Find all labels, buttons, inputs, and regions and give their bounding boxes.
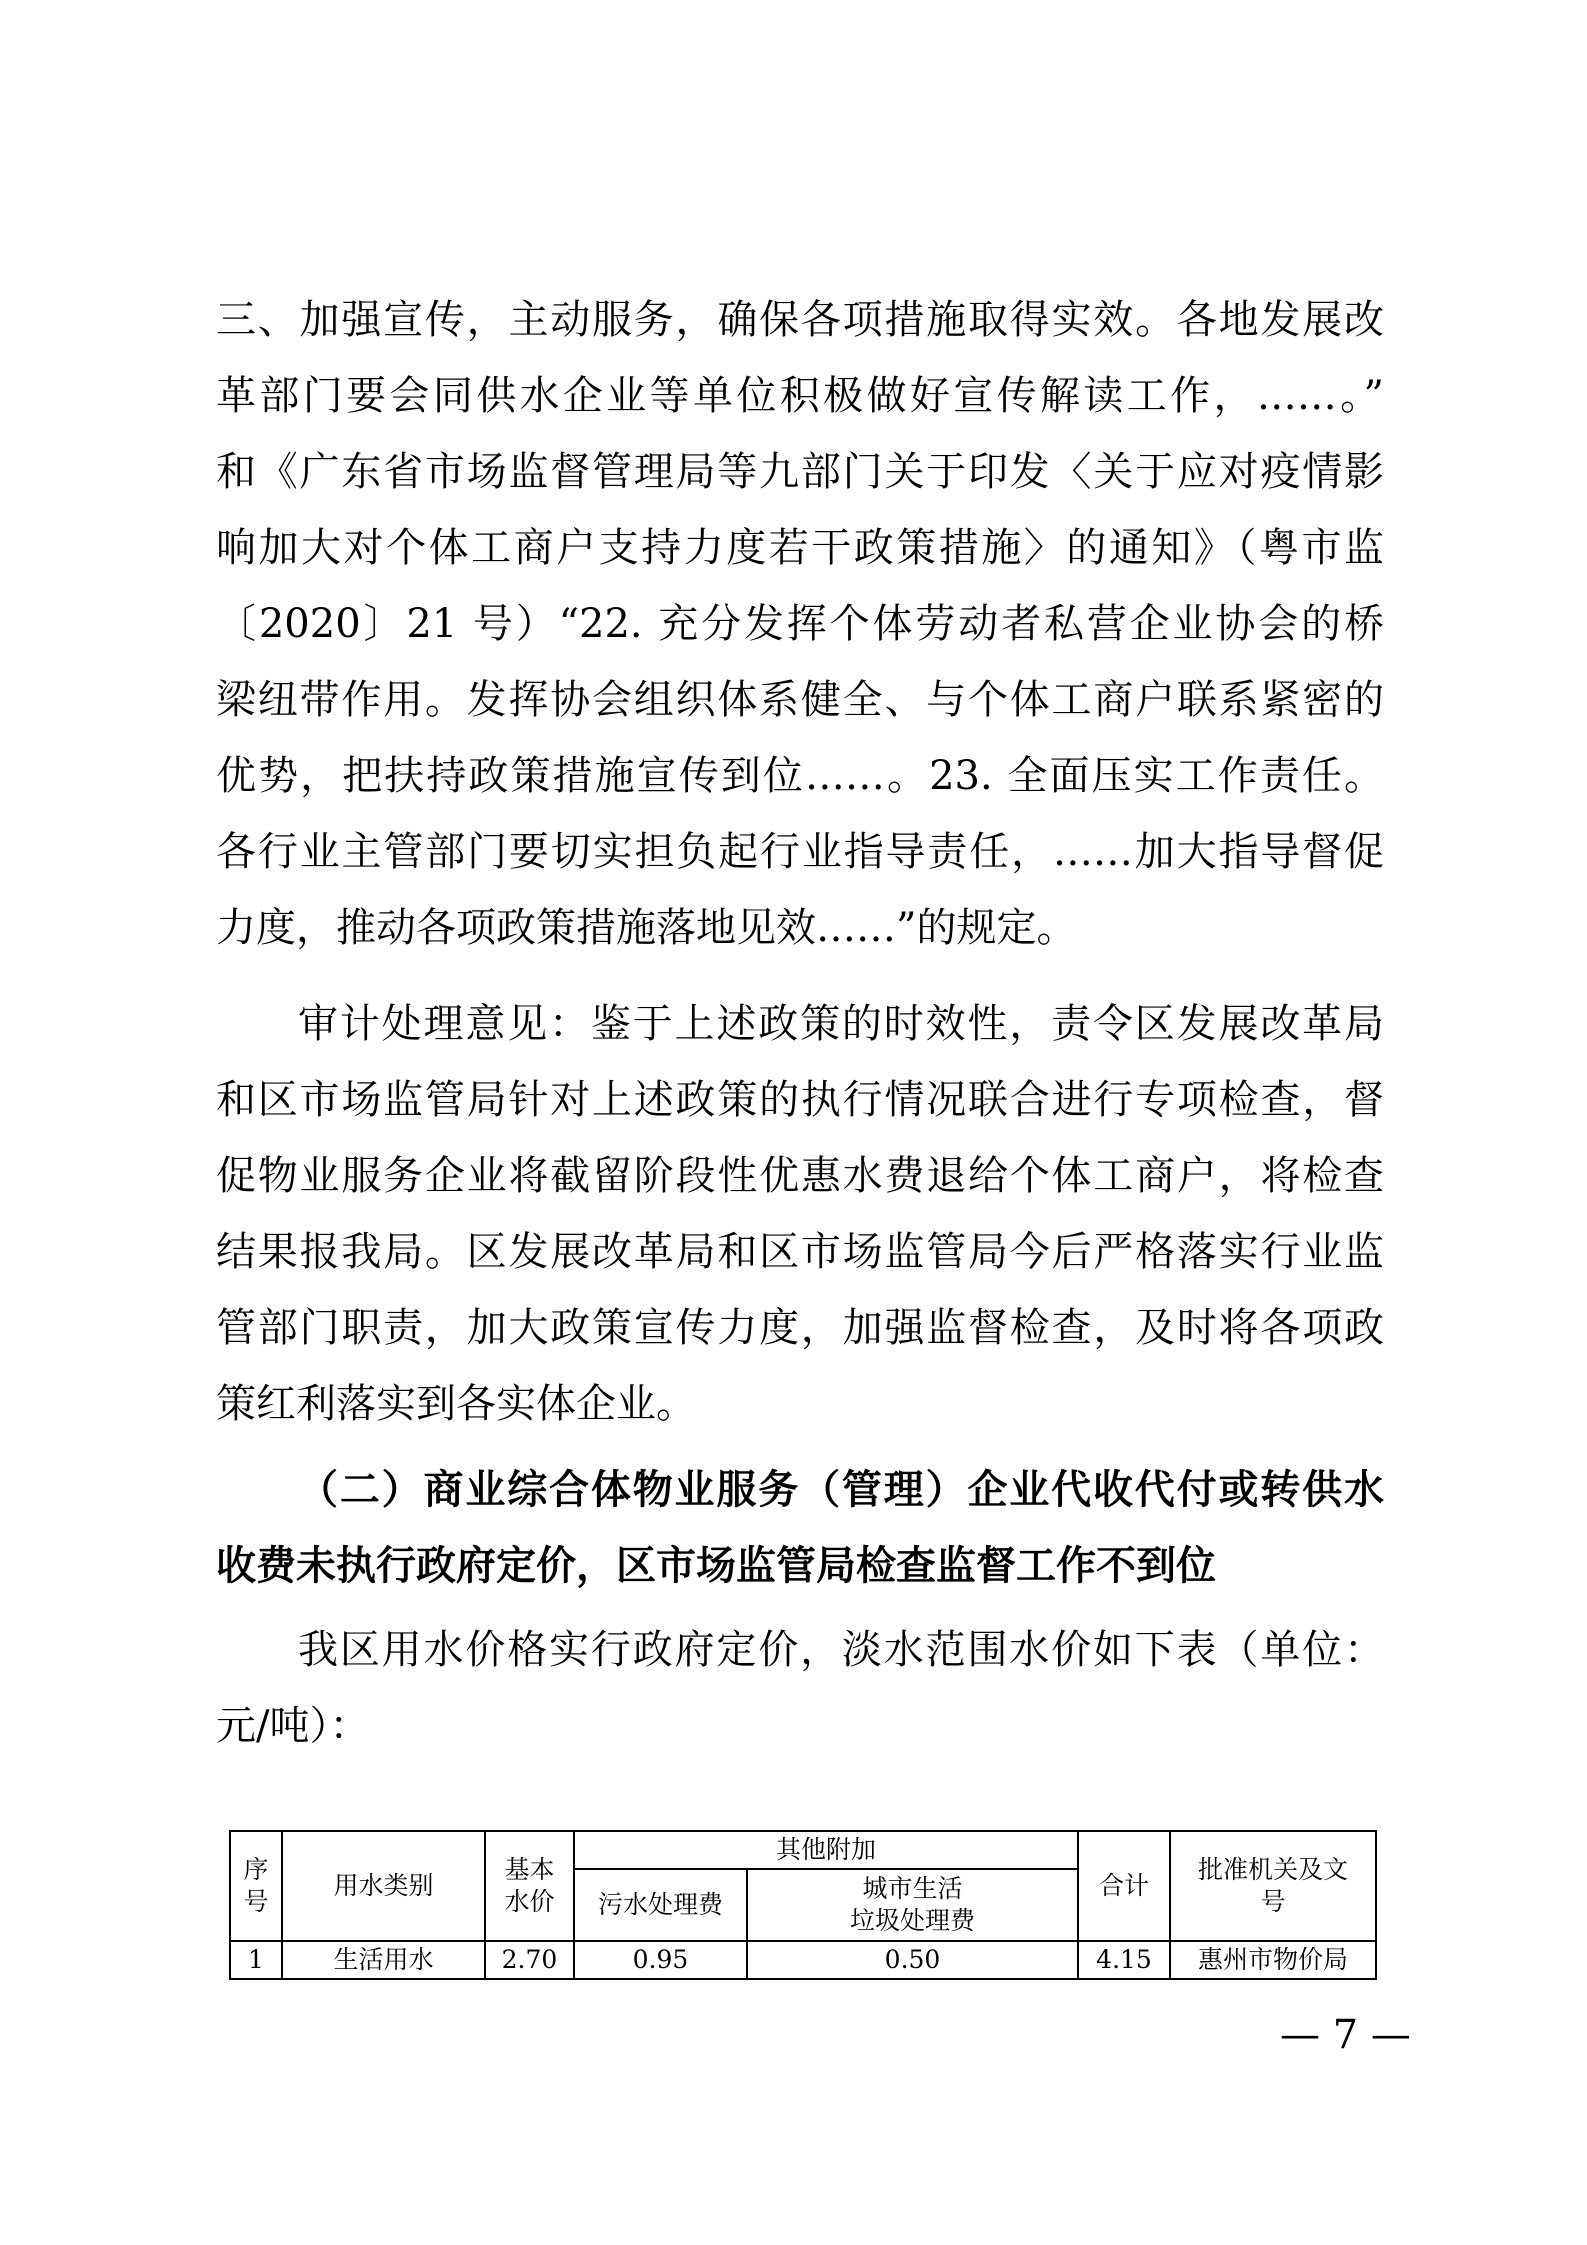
audit-opinion-line: 审计处理意见：鉴于上述政策的时效性，责令区发展改革局 xyxy=(298,1001,1384,1047)
paragraph-line: 梁纽带作用。发挥协会组织体系健全、与个体工商户联系紧密的 xyxy=(216,677,1384,723)
paragraph-line: 优势，把扶持政策措施宣传到位……。23. 全面压实工作责任。 xyxy=(216,753,1384,799)
section-heading-line: （二）商业综合体物业服务（管理）企业代收代付或转供水 xyxy=(298,1466,1384,1513)
table-row xyxy=(230,1941,1376,1979)
cell-total: 4.15 xyxy=(1078,1941,1170,1979)
cell-authority: 惠州市物价局 xyxy=(1170,1941,1376,1979)
cell-base-price: 2.70 xyxy=(485,1941,574,1979)
paragraph-line: 三、加强宣传，主动服务，确保各项措施取得实效。各地发展改 xyxy=(216,297,1384,343)
water-price-table xyxy=(229,1830,1377,1980)
audit-opinion-line: 和区市场监管局针对上述政策的执行情况联合进行专项检查，督 xyxy=(216,1077,1384,1123)
audit-opinion-line: 管部门职责，加大政策宣传力度，加强监督检查，及时将各项政 xyxy=(216,1305,1384,1351)
header-total: 合计 xyxy=(1078,1831,1170,1941)
paragraph-line: 革部门要会同供水企业等单位积极做好宣传解读工作，……。” xyxy=(216,373,1384,419)
section-heading-line: 收费未执行政府定价，区市场监管局检查监督工作不到位 xyxy=(216,1542,1216,1589)
paragraph-line: 力度，推动各项政策措施落地见效……”的规定。 xyxy=(216,905,1077,951)
header-authority: 批准机关及文 号 xyxy=(1170,1831,1376,1941)
paragraph-line: 各行业主管部门要切实担负起行业指导责任，……加大指导督促 xyxy=(216,829,1384,875)
paragraph-line: 〔2020〕21 号）“22. 充分发挥个体劳动者私营企业协会的桥 xyxy=(216,601,1384,647)
price-intro-line: 我区用水价格实行政府定价，淡水范围水价如下表（单位： xyxy=(298,1627,1384,1673)
header-garbage: 城市生活 垃圾处理费 xyxy=(747,1869,1078,1941)
audit-opinion-line: 促物业服务企业将截留阶段性优惠水费退给个体工商户，将检查 xyxy=(216,1153,1384,1199)
audit-opinion-line: 策红利落实到各实体企业。 xyxy=(216,1381,696,1427)
paragraph-line: 和《广东省市场监督管理局等九部门关于印发〈关于应对疫情影 xyxy=(216,449,1384,495)
header-category: 用水类别 xyxy=(282,1831,485,1941)
page-number: — 7 — xyxy=(1280,2012,1411,2058)
cell-seq: 1 xyxy=(230,1941,282,1979)
header-base-price: 基本 水价 xyxy=(485,1831,574,1941)
paragraph-line: 响加大对个体工商户支持力度若干政策措施〉的通知》（粤市监 xyxy=(216,525,1384,571)
header-other-fees: 其他附加 xyxy=(574,1831,1078,1869)
price-intro-line: 元/吨）： xyxy=(216,1703,370,1749)
cell-garbage: 0.50 xyxy=(747,1941,1078,1979)
audit-opinion-line: 结果报我局。区发展改革局和区市场监管局今后严格落实行业监 xyxy=(216,1229,1384,1275)
cell-sewage: 0.95 xyxy=(574,1941,747,1979)
header-sewage: 污水处理费 xyxy=(574,1869,747,1941)
header-seq: 序 号 xyxy=(230,1831,282,1941)
cell-category: 生活用水 xyxy=(282,1941,485,1979)
